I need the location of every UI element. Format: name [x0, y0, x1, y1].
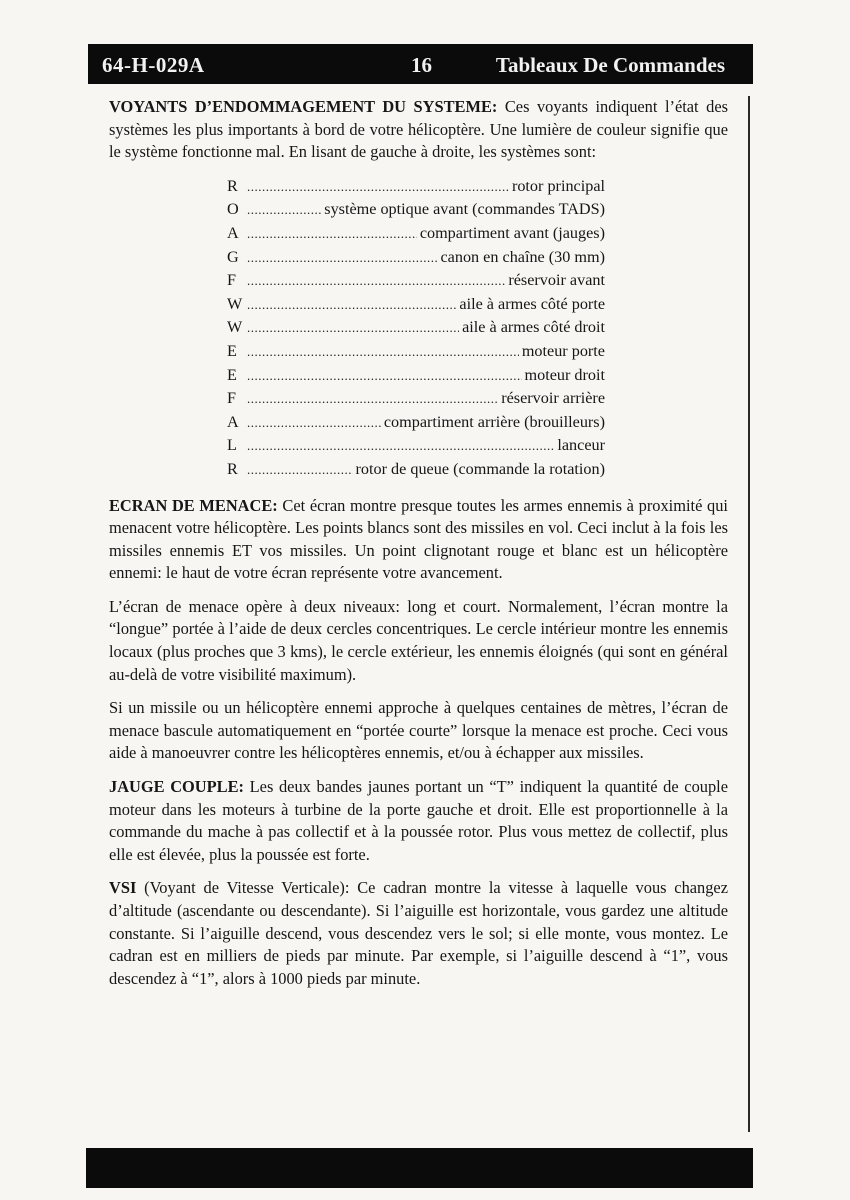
dot-leader [247, 223, 417, 246]
page-number: 16 [411, 53, 432, 77]
dot-leader [247, 176, 509, 199]
legend-label: aile à armes côté porte [459, 294, 605, 313]
ecran-text: Cet écran montre presque toutes les armes ennemis à proximité qui menacent votre hélicoptère. Les points blancs sont des missiles en vol. Ceci inclut à la fois les missiles ennemis ET vos missiles. Un point clignotant rouge et blanc est un hélicoptère ennemi: le haut de votre écran représente votre avancement. [109, 495, 728, 583]
legend-item [227, 293, 605, 317]
legend-label: moteur porte [521, 341, 605, 360]
legend-item [227, 175, 605, 199]
legend-letter: E [227, 341, 237, 360]
ecran-paragraph [109, 495, 728, 585]
legend-item [227, 222, 605, 246]
legend-letter: F [227, 271, 237, 290]
voyants-text: Ces voyants indiquent l’état des systèmes les plus importants à bord de votre hélicoptère. Une lumière de couleur signifie que le système fonctionne mal. En lisant de gauche à droite, les systèmes sont: [109, 97, 728, 162]
legend-letter: W [227, 294, 243, 313]
legend-letter: R [227, 176, 238, 195]
legend-label: rotor principal [511, 176, 605, 195]
legend-letter: R [227, 459, 238, 478]
dot-leader [247, 294, 456, 317]
dot-leader [247, 412, 381, 435]
legend-item [227, 458, 605, 482]
jauge-text: Les deux bandes jaunes portant un “T” indiquent la quantité de couple moteur dans les moteurs à turbine de la porte gauche et droit. Elle est proportionnelle à la commande du mache à pas collectif et à la poussée rotor. Plus vous mettez de collectif, plus elle est élevée, plus la poussée est forte. [109, 777, 728, 864]
legend-item [227, 387, 605, 411]
margin-rule [748, 96, 750, 1132]
legend-label: aile à armes côté droit [462, 318, 605, 337]
dot-leader [247, 247, 437, 270]
ecran-paragraph-2: L’écran de menace opère à deux niveaux: long et court. Normalement, l’écran montre la “longue” portée à l’aide de deux cercles concentriques. Le cercle intérieur montre les ennemis locaux (plus proches que 3 kms), le cercle extérieur, les ennemis éloignés (qui sont en général au-delà de votre visibilité maximum). [109, 596, 728, 684]
legend-label: lanceur [557, 436, 605, 455]
voyants-heading: VOYANTS D’ENDOMMAGEMENT DU SYSTEME: [109, 97, 498, 116]
legend-label: réservoir arrière [501, 389, 605, 408]
dot-leader [247, 199, 321, 222]
legend-letter: W [227, 318, 243, 337]
vsi-text: (Voyant de Vitesse Verticale): Ce cadran montre la vitesse à laquelle vous changez d’altitude (ascendante ou descendante). Si l’aiguille est horizontale, vous gardez une altitude constante. Si l’aiguille descend, vous descendez vers le sol; si elle monte, vous montez. Le cadran est en milliers de pieds par minute. Par exemple, si l’aiguille descend à “1”, vous descendez à “1”, alors à 1000 pieds par minute. [109, 878, 728, 988]
voyants-paragraph [109, 96, 728, 164]
legend-label: réservoir avant [508, 271, 605, 290]
document-code: 64-H-029A [102, 53, 205, 77]
legend-item [227, 434, 605, 458]
legend-label: système optique avant (commandes TADS) [324, 200, 605, 219]
legend-item [227, 198, 605, 222]
legend-label: moteur droit [524, 365, 605, 384]
legend-letter: A [227, 223, 239, 242]
page-footer-bar [86, 1148, 753, 1188]
dot-leader [247, 317, 459, 340]
vsi-paragraph [109, 877, 728, 990]
legend-letter: L [227, 436, 237, 455]
system-legend [227, 175, 605, 482]
page-header [88, 44, 753, 84]
dot-leader [247, 388, 498, 411]
dot-leader [247, 341, 519, 364]
legend-letter: A [227, 412, 239, 431]
legend-label: compartiment arrière (brouilleurs) [383, 412, 605, 431]
legend-label: canon en chaîne (30 mm) [440, 247, 605, 266]
jauge-heading: JAUGE COUPLE: [109, 777, 244, 797]
dot-leader [247, 435, 554, 458]
legend-label: compartiment avant (jauges) [419, 223, 605, 242]
page-body [109, 96, 728, 1001]
ecran-paragraph-3: Si un missile ou un hélicoptère ennemi approche à quelques centaines de mètres, l’écran de menace bascule automatiquement en “portée courte” lorsque la menace est proche. Ceci vous aide à manoeuvrer contre les hélicoptères ennemis, et/ou à échapper aux missiles. [109, 698, 728, 763]
legend-item [227, 269, 605, 293]
legend-item [227, 246, 605, 270]
legend-label: rotor de queue (commande la rotation) [355, 459, 605, 478]
dot-leader [247, 270, 505, 293]
legend-letter: E [227, 365, 237, 384]
chapter-title: Tableaux De Commandes [495, 53, 725, 77]
ecran-heading: ECRAN DE MENACE: [109, 495, 278, 515]
legend-item [227, 411, 605, 435]
legend-letter: O [227, 200, 239, 219]
legend-item [227, 364, 605, 388]
vsi-heading: VSI [109, 878, 137, 898]
legend-item [227, 340, 605, 364]
jauge-paragraph [109, 776, 728, 866]
dot-leader [247, 365, 522, 388]
legend-item [227, 316, 605, 340]
legend-letter: F [227, 389, 237, 408]
legend-letter: G [227, 247, 239, 266]
dot-leader [247, 459, 353, 482]
